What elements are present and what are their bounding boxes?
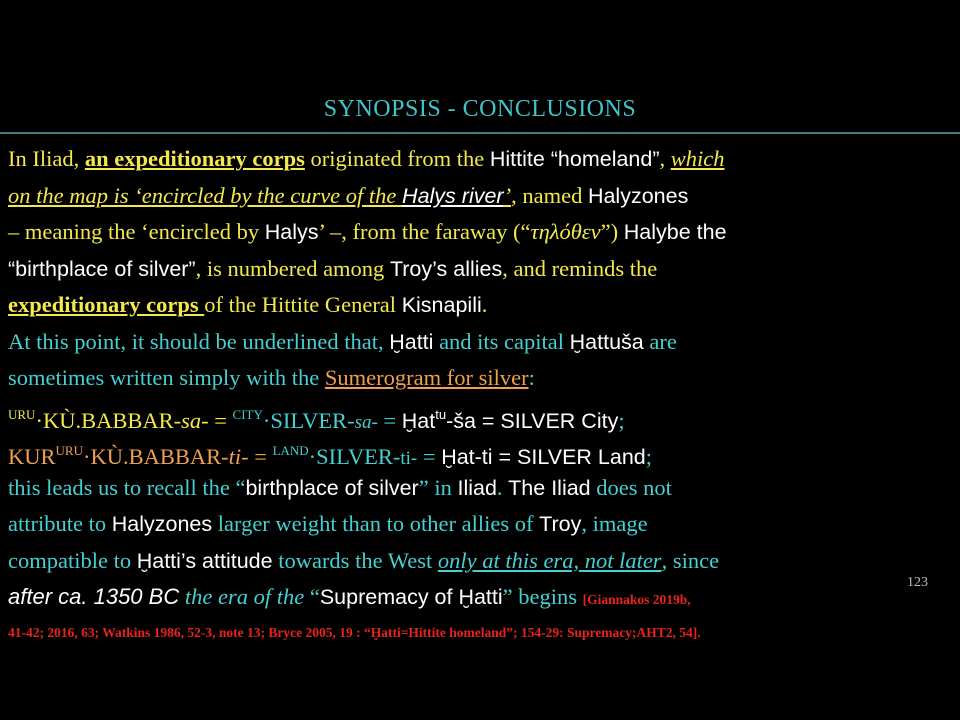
citation-text: 41-42; 2016, 63; Watkins 1986, 52-3, note 13; Bryce 2005, 19 : “Ḫatti=Hittite homeland”; 154-29: Supremacy;AHT2, 54]. (8, 624, 701, 640)
slide-body (8, 141, 952, 644)
text-segment: only at this era, not later (437, 547, 662, 573)
text-segment: ·KÙ.BABBAR- (35, 407, 182, 433)
text-line (8, 251, 952, 288)
text-segment: “ (309, 584, 320, 609)
text-segment: : (528, 365, 535, 390)
text-segment: . (481, 292, 488, 317)
text-segment: In Iliad, (8, 146, 85, 171)
text-segment: , and reminds the (502, 255, 658, 281)
text-segment: Ḫatti (389, 329, 434, 354)
text-segment: expeditionary corps (8, 292, 205, 317)
slide-title: SYNOPSIS - CONCLUSIONS (323, 96, 637, 122)
text-segment: - = (241, 444, 273, 469)
text-line (8, 141, 952, 178)
text-segment: ·SILVER- (308, 444, 401, 469)
text-line (8, 506, 952, 543)
text-segment: tu (435, 406, 447, 422)
text-segment: “birthplace of silver” (8, 256, 196, 281)
text-segment: the era of the (179, 584, 310, 609)
text-segment: , (659, 146, 671, 171)
text-line (8, 579, 952, 616)
text-segment: Ḫattuša (569, 329, 644, 354)
text-segment: sa (181, 407, 202, 433)
text-segment: birthplace of silver (245, 475, 419, 500)
text-segment: At this point, it should be underlined that, (8, 328, 390, 354)
text-segment: ” begins (502, 584, 583, 609)
text-segment: an expeditionary corps (84, 146, 305, 171)
text-segment: URU (8, 406, 36, 422)
text-segment: on the map is ‘encircled by the curve of the (8, 182, 403, 208)
text-segment: -ša = SILVER City (446, 408, 619, 433)
text-segment: . (496, 474, 509, 500)
text-segment: ”) (600, 219, 624, 244)
text-segment: LAND (272, 443, 309, 458)
text-segment: , since (661, 547, 720, 573)
text-segment: , is numbered among (195, 255, 390, 281)
text-segment: - = (201, 407, 233, 433)
text-segment: ti (228, 444, 242, 469)
text-segment: ·SILVER- (262, 407, 355, 433)
text-segment: larger weight than to other allies of (212, 511, 540, 536)
text-segment: which (670, 146, 725, 171)
text-segment: The Iliad (508, 475, 591, 500)
text-segment: compatible to (8, 547, 137, 573)
text-segment: ; (645, 444, 653, 469)
text-line (8, 360, 952, 397)
text-segment: sa- (354, 411, 378, 433)
text-line (8, 543, 952, 580)
text-segment: this leads us to recall the “ (8, 474, 246, 500)
text-segment: and its capital (433, 328, 570, 354)
text-segment: ’ –, from the faraway (“ (318, 219, 531, 244)
text-segment: are (643, 328, 677, 354)
text-segment: Hittite “homeland” (489, 147, 660, 171)
text-segment: attribute to (8, 511, 112, 536)
text-segment: Halyzones (111, 512, 213, 536)
text-segment: KUR (8, 444, 56, 469)
text-segment: Troy (539, 512, 582, 536)
text-segment: – meaning the ‘encircled by (8, 219, 265, 244)
text-segment: Sumerogram for silver (324, 365, 529, 390)
reference-line (8, 616, 952, 644)
text-segment: towards the West (272, 547, 438, 573)
text-line (8, 470, 952, 507)
text-segment: = (417, 444, 442, 469)
text-segment: τηλόθεν (530, 219, 601, 244)
text-segment: Troy’s allies (389, 256, 503, 281)
text-segment: Iliad (457, 475, 497, 500)
text-segment: = (377, 407, 402, 433)
text-segment: ti- (400, 448, 418, 469)
title-divider (0, 132, 960, 134)
page-number: 123 (907, 575, 928, 590)
text-segment: Ḫat-ti = SILVER Land (441, 445, 646, 469)
text-segment: , named (511, 182, 588, 208)
text-line (8, 178, 952, 215)
text-segment: ; (618, 407, 625, 433)
text-line (8, 287, 952, 324)
text-line (8, 324, 952, 361)
text-segment: Supremacy of Ḫatti (319, 585, 503, 609)
text-line (8, 397, 952, 434)
text-segment: does not (590, 474, 672, 500)
text-segment: , image (581, 511, 648, 536)
text-segment: Ḫat (401, 408, 436, 433)
text-segment: ’ (503, 182, 512, 208)
text-segment: originated from the (304, 146, 490, 171)
text-segment: Halybe the (623, 220, 727, 244)
text-segment: after ca. 1350 BC (8, 584, 180, 609)
text-segment: sometimes written simply with the (8, 365, 325, 390)
text-segment: ” in (418, 474, 458, 500)
text-segment: Ḫatti’s attitude (136, 548, 273, 573)
text-segment: of the Hittite General (204, 292, 402, 317)
text-line (8, 214, 952, 251)
text-segment: Halys river (402, 183, 504, 208)
text-segment: CITY (232, 406, 263, 422)
text-line (8, 433, 952, 470)
text-segment: Halys (264, 220, 319, 244)
text-segment: URU (55, 443, 83, 458)
text-segment: ·KÙ.BABBAR- (82, 444, 229, 469)
text-segment: [Giannakos 2019b, (582, 592, 691, 607)
text-segment: Halyzones (587, 183, 689, 208)
text-segment: Kisnapili (401, 293, 482, 317)
